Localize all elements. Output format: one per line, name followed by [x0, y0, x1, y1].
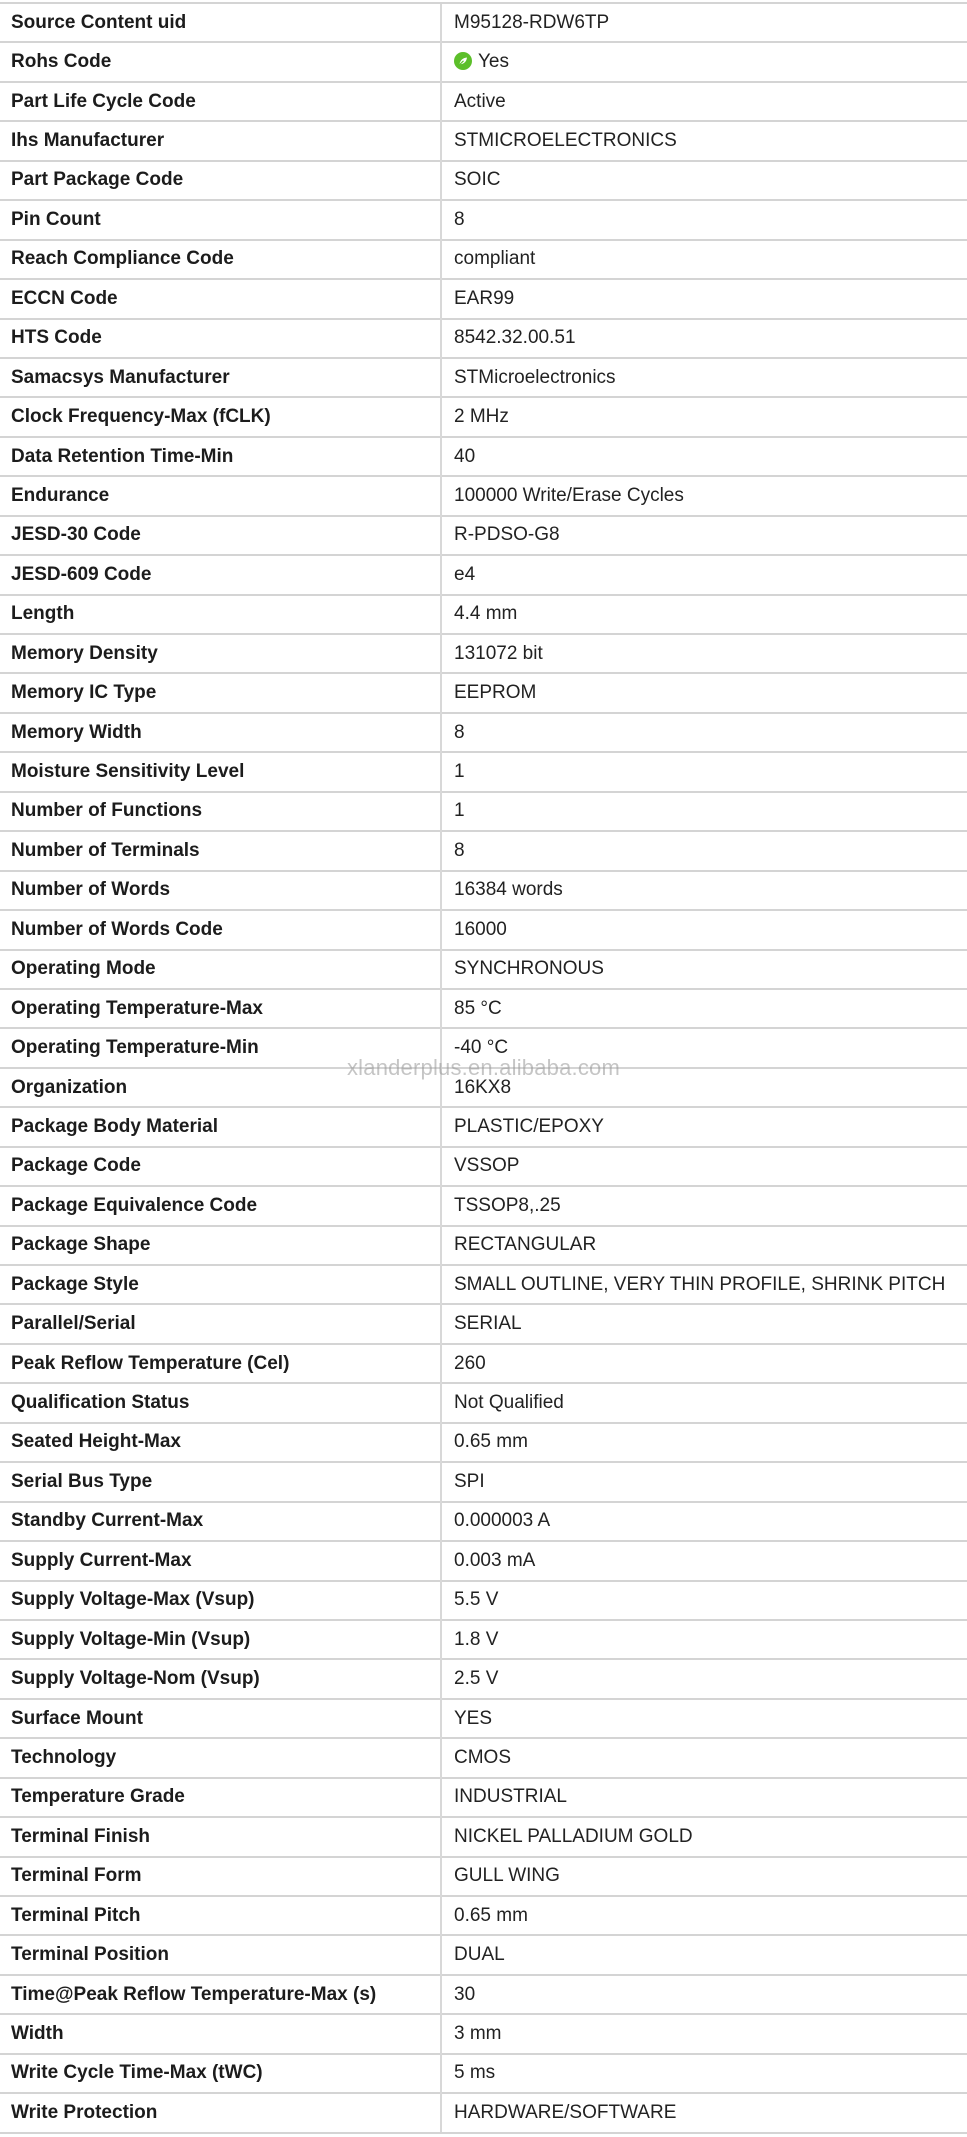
attribute-name: Organization [0, 1068, 441, 1107]
spec-row [0, 3, 967, 42]
attribute-value-cell [441, 831, 967, 870]
spec-row [0, 950, 967, 989]
attribute-name: Source Content uid [0, 3, 441, 42]
attribute-name: Rohs Code [0, 42, 441, 81]
attribute-value-cell [441, 3, 967, 42]
attribute-value: EAR99 [454, 287, 515, 309]
spec-row [0, 555, 967, 594]
spec-row [0, 437, 967, 476]
spec-row [0, 397, 967, 436]
attribute-name: Number of Words Code [0, 910, 441, 949]
attribute-value: 1.8 V [454, 1628, 499, 1650]
attribute-value-cell [441, 82, 967, 121]
attribute-value: 0.65 mm [454, 1431, 528, 1453]
spec-row [0, 1896, 967, 1935]
attribute-value: 0.000003 A [454, 1510, 551, 1532]
attribute-value-cell [441, 1462, 967, 1501]
attribute-value-cell [441, 1896, 967, 1935]
attribute-value: e4 [454, 563, 476, 585]
attribute-name: Memory Width [0, 713, 441, 752]
watermark: xlanderplus.en.alibaba.com [346, 1055, 621, 1080]
attribute-value-cell [441, 1068, 967, 1107]
attribute-value-cell [441, 950, 967, 989]
attribute-value: SYNCHRONOUS [454, 958, 604, 980]
attribute-value-cell [441, 2014, 967, 2053]
attribute-value: 0.003 mA [454, 1549, 536, 1571]
attribute-value-cell [441, 1541, 967, 1580]
attribute-name: Data Retention Time-Min [0, 437, 441, 476]
spec-row [0, 1107, 967, 1146]
attribute-value: 2.5 V [454, 1668, 499, 1690]
attribute-value: SERIAL [454, 1313, 522, 1335]
attribute-value: 16384 words [454, 879, 563, 901]
spec-row [0, 516, 967, 555]
attribute-name: Package Body Material [0, 1107, 441, 1146]
attribute-value: 131072 bit [454, 642, 543, 664]
spec-row [0, 476, 967, 515]
spec-row [0, 1581, 967, 1620]
spec-row [0, 1068, 967, 1107]
spec-row [0, 1423, 967, 1462]
attribute-name: JESD-609 Code [0, 555, 441, 594]
attribute-value-cell [441, 200, 967, 239]
attribute-value-cell [441, 1107, 967, 1146]
attribute-value: RECTANGULAR [454, 1234, 597, 1256]
spec-row [0, 634, 967, 673]
attribute-value-cell [441, 1147, 967, 1186]
spec-row [0, 1462, 967, 1501]
attribute-value-cell [441, 121, 967, 160]
attribute-value: -40 °C [454, 1037, 509, 1059]
attribute-value-cell [441, 910, 967, 949]
attribute-value-cell [441, 240, 967, 279]
attribute-value-cell [441, 1186, 967, 1225]
spec-row [0, 1304, 967, 1343]
attribute-value: SOIC [454, 169, 501, 191]
attribute-value-cell [441, 42, 967, 81]
attribute-value-cell [441, 161, 967, 200]
attribute-value-cell [441, 437, 967, 476]
attribute-name: Write Cycle Time-Max (tWC) [0, 2054, 441, 2093]
spec-row [0, 240, 967, 279]
attribute-value-cell [441, 1226, 967, 1265]
spec-row [0, 42, 967, 81]
attribute-value: TSSOP8,.25 [454, 1194, 561, 1216]
attribute-name: Technology [0, 1738, 441, 1777]
attribute-name: Ihs Manufacturer [0, 121, 441, 160]
attribute-name: Standby Current-Max [0, 1502, 441, 1541]
spec-row [0, 1699, 967, 1738]
spec-row [0, 319, 967, 358]
attribute-value: GULL WING [454, 1865, 560, 1887]
attribute-value: 40 [454, 445, 476, 467]
attribute-value: 0.65 mm [454, 1904, 528, 1926]
attribute-value: 8 [454, 208, 465, 230]
attribute-name: Part Package Code [0, 161, 441, 200]
attribute-name: Terminal Finish [0, 1817, 441, 1856]
spec-row [0, 989, 967, 1028]
attribute-name: Part Life Cycle Code [0, 82, 441, 121]
attribute-name: Pin Count [0, 200, 441, 239]
attribute-value-cell [441, 989, 967, 1028]
spec-row [0, 1502, 967, 1541]
attribute-name: Operating Temperature-Min [0, 1028, 441, 1067]
attribute-name: Endurance [0, 476, 441, 515]
attribute-value-cell [441, 1620, 967, 1659]
attribute-value-cell [441, 1817, 967, 1856]
spec-row [0, 792, 967, 831]
attribute-value-cell [441, 1383, 967, 1422]
attribute-value-cell [441, 595, 967, 634]
attribute-value: EEPROM [454, 682, 537, 704]
spec-table [0, 2, 967, 2134]
spec-row [0, 1738, 967, 1777]
attribute-value: 2 MHz [454, 406, 509, 428]
attribute-value-cell [441, 2093, 967, 2132]
attribute-name: Temperature Grade [0, 1778, 441, 1817]
attribute-value-cell [441, 1344, 967, 1383]
spec-row [0, 279, 967, 318]
attribute-value: YES [454, 1707, 493, 1729]
attribute-value: DUAL [454, 1944, 505, 1966]
attribute-value: 100000 Write/Erase Cycles [454, 484, 684, 506]
attribute-name: Width [0, 2014, 441, 2053]
spec-row [0, 910, 967, 949]
attribute-value: 260 [454, 1352, 486, 1374]
spec-row [0, 161, 967, 200]
spec-row [0, 2014, 967, 2053]
attribute-name: Clock Frequency-Max (fCLK) [0, 397, 441, 436]
attribute-name: Operating Temperature-Max [0, 989, 441, 1028]
attribute-value-cell [441, 1699, 967, 1738]
spec-row [0, 1975, 967, 2014]
attribute-value-cell [441, 871, 967, 910]
attribute-value: Not Qualified [454, 1392, 564, 1414]
attribute-name: Length [0, 595, 441, 634]
attribute-name: Surface Mount [0, 1699, 441, 1738]
attribute-value-cell [441, 476, 967, 515]
attribute-name: Terminal Pitch [0, 1896, 441, 1935]
attribute-value-cell [441, 555, 967, 594]
spec-row [0, 1147, 967, 1186]
spec-row [0, 2054, 967, 2093]
attribute-name: Package Shape [0, 1226, 441, 1265]
attribute-name: HTS Code [0, 319, 441, 358]
spec-row [0, 1778, 967, 1817]
attribute-name: Operating Mode [0, 950, 441, 989]
attribute-value: 1 [454, 761, 465, 783]
spec-row [0, 713, 967, 752]
attribute-value: compliant [454, 248, 536, 270]
attribute-value-cell [441, 319, 967, 358]
attribute-name: Write Protection [0, 2093, 441, 2132]
leaf-check-icon [454, 52, 472, 70]
spec-row [0, 2093, 967, 2132]
attribute-value-cell [441, 1265, 967, 1304]
attribute-value: 16KX8 [454, 1076, 512, 1098]
spec-table-body [0, 3, 967, 2133]
attribute-name: Qualification Status [0, 1383, 441, 1422]
attribute-name: Serial Bus Type [0, 1462, 441, 1501]
attribute-value-cell [441, 1857, 967, 1896]
spec-row [0, 1541, 967, 1580]
attribute-value-cell [441, 713, 967, 752]
attribute-name: ECCN Code [0, 279, 441, 318]
attribute-name: Peak Reflow Temperature (Cel) [0, 1344, 441, 1383]
attribute-value: 1 [454, 800, 465, 822]
attribute-value: CMOS [454, 1746, 511, 1768]
attribute-value: M95128-RDW6TP [454, 11, 610, 33]
spec-row [0, 1857, 967, 1896]
attribute-value-cell [441, 1304, 967, 1343]
attribute-value: SPI [454, 1470, 485, 1492]
attribute-name: Number of Terminals [0, 831, 441, 870]
spec-row [0, 82, 967, 121]
spec-row [0, 1383, 967, 1422]
attribute-name: Supply Current-Max [0, 1541, 441, 1580]
attribute-name: Supply Voltage-Max (Vsup) [0, 1581, 441, 1620]
attribute-value: 5.5 V [454, 1589, 499, 1611]
attribute-value-cell [441, 752, 967, 791]
attribute-value: PLASTIC/EPOXY [454, 1115, 604, 1137]
attribute-value-cell [441, 1581, 967, 1620]
attribute-value-cell [441, 1423, 967, 1462]
spec-row [0, 1344, 967, 1383]
attribute-name: Reach Compliance Code [0, 240, 441, 279]
attribute-value: 16000 [454, 918, 507, 940]
spec-row [0, 1620, 967, 1659]
attribute-value: 8 [454, 839, 465, 861]
spec-row [0, 1186, 967, 1225]
spec-row [0, 752, 967, 791]
spec-row [0, 358, 967, 397]
attribute-name: Package Code [0, 1147, 441, 1186]
attribute-value-cell [441, 1028, 967, 1067]
attribute-value: 4.4 mm [454, 603, 518, 625]
attribute-name: Number of Functions [0, 792, 441, 831]
attribute-value: 8 [454, 721, 465, 743]
attribute-value: R-PDSO-G8 [454, 524, 560, 546]
attribute-name: Terminal Form [0, 1857, 441, 1896]
attribute-name: Time@Peak Reflow Temperature-Max (s) [0, 1975, 441, 2014]
attribute-name: Package Style [0, 1265, 441, 1304]
attribute-name: Moisture Sensitivity Level [0, 752, 441, 791]
attribute-value-cell [441, 1659, 967, 1698]
attribute-value-cell [441, 1935, 967, 1974]
attribute-value-cell [441, 397, 967, 436]
attribute-name: Parallel/Serial [0, 1304, 441, 1343]
attribute-name: Terminal Position [0, 1935, 441, 1974]
spec-row [0, 673, 967, 712]
attribute-name: Package Equivalence Code [0, 1186, 441, 1225]
attribute-value-cell [441, 516, 967, 555]
attribute-value: SMALL OUTLINE, VERY THIN PROFILE, SHRINK PITCH [454, 1273, 946, 1295]
attribute-value-cell [441, 279, 967, 318]
attribute-value: 30 [454, 1983, 476, 2005]
attribute-value: 8542.32.00.51 [454, 327, 576, 349]
attribute-name: Samacsys Manufacturer [0, 358, 441, 397]
attribute-value-cell [441, 673, 967, 712]
attribute-value-cell [441, 792, 967, 831]
attribute-value: Active [454, 90, 506, 112]
spec-row [0, 1659, 967, 1698]
attribute-value: HARDWARE/SOFTWARE [454, 2101, 677, 2123]
spec-row [0, 1817, 967, 1856]
attribute-value-cell [441, 1502, 967, 1541]
attribute-name: Supply Voltage-Nom (Vsup) [0, 1659, 441, 1698]
spec-row [0, 121, 967, 160]
spec-row [0, 1028, 967, 1067]
attribute-value-cell [441, 1738, 967, 1777]
attribute-name: Supply Voltage-Min (Vsup) [0, 1620, 441, 1659]
attribute-name: Memory Density [0, 634, 441, 673]
attribute-value: INDUSTRIAL [454, 1786, 567, 1808]
spec-row [0, 1265, 967, 1304]
spec-row [0, 1226, 967, 1265]
attribute-name: Number of Words [0, 871, 441, 910]
spec-row [0, 1935, 967, 1974]
attribute-name: JESD-30 Code [0, 516, 441, 555]
attribute-value: STMicroelectronics [454, 366, 616, 388]
attribute-value: Yes [478, 51, 509, 73]
attribute-name: Memory IC Type [0, 673, 441, 712]
attribute-value-cell [441, 1778, 967, 1817]
spec-row [0, 200, 967, 239]
attribute-value-cell [441, 634, 967, 673]
attribute-name: Seated Height-Max [0, 1423, 441, 1462]
spec-row [0, 595, 967, 634]
attribute-value: 85 °C [454, 997, 502, 1019]
attribute-value: 3 mm [454, 2023, 502, 2045]
attribute-value-cell [441, 1975, 967, 2014]
attribute-value: 5 ms [454, 2062, 496, 2084]
attribute-value-cell [441, 358, 967, 397]
attribute-value-cell [441, 2054, 967, 2093]
spec-row [0, 831, 967, 870]
spec-row [0, 871, 967, 910]
attribute-value: VSSOP [454, 1155, 520, 1177]
attribute-value: NICKEL PALLADIUM GOLD [454, 1825, 693, 1847]
attribute-value: STMICROELECTRONICS [454, 130, 677, 152]
